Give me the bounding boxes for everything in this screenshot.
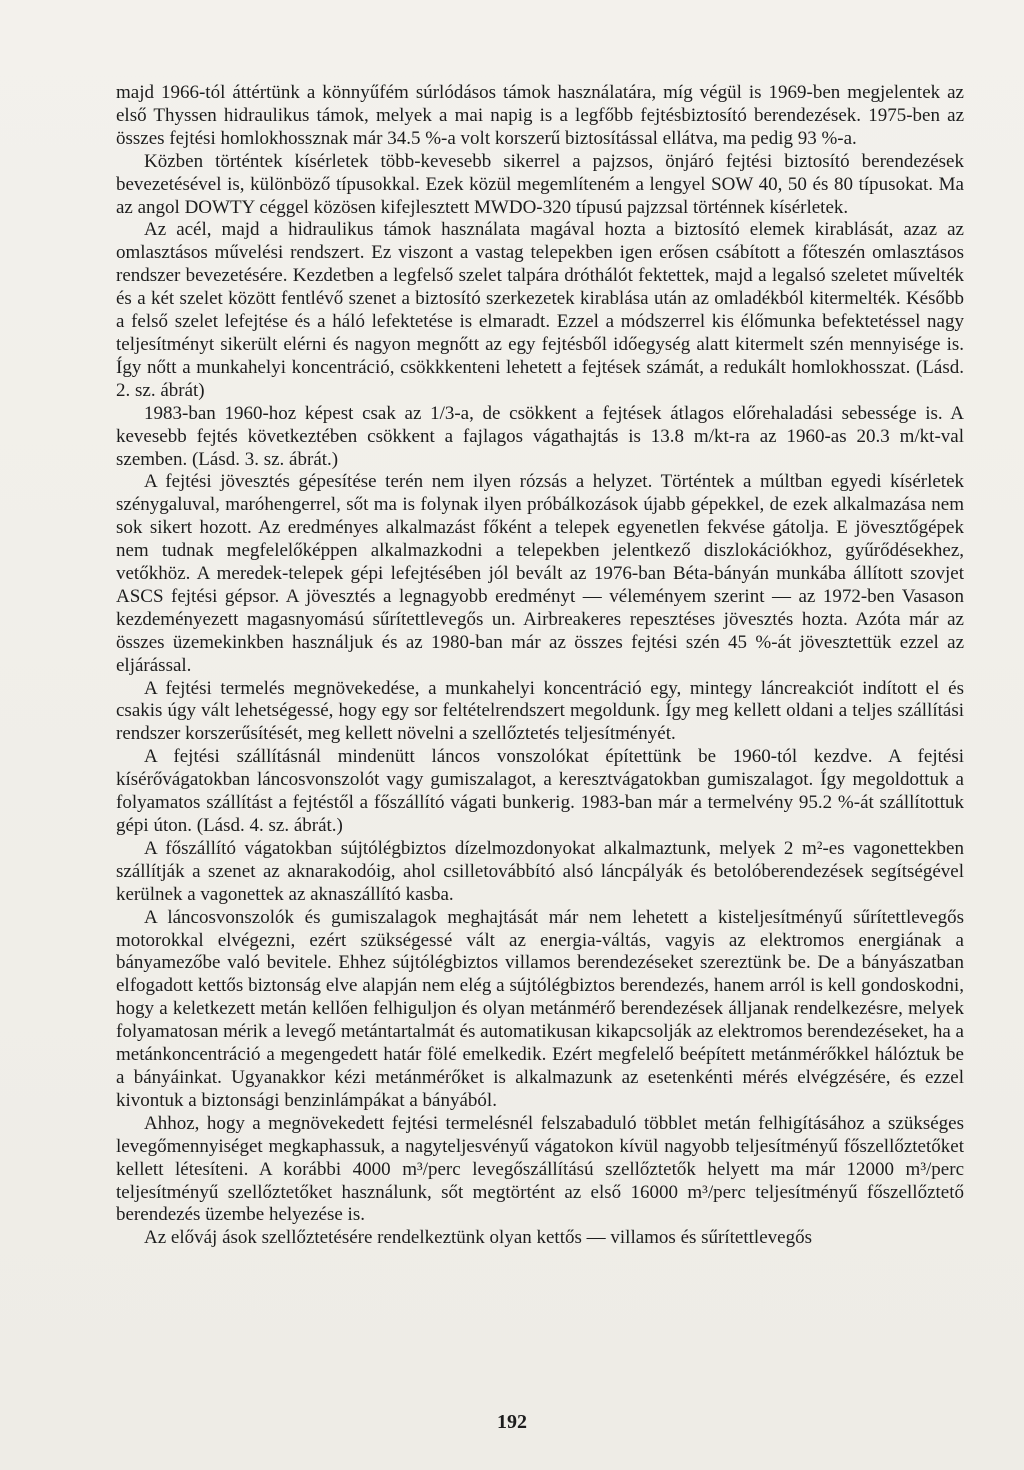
paragraph-10: Ahhoz, hogy a megnövekedett fejtési termelésnél felszabaduló többlet metán felhigításához a szükséges levegőmennyiséget megkaphassuk, a nagyteljesvényű vágatokon kívül nagyobb teljesítményű főszellőztetőket kellett létesíteni. A korábbi 4000 m³/perc levegőszállítású szellőztetők helyett ma már 12000 m³/perc teljesítményű szellőztetőket használunk, sőt megtörtént az első 16000 m³/perc teljesítményű főszellőztető berendezés üzembe helyezése is. [116, 1112, 964, 1226]
paragraph-2: Közben történtek kísérletek több-kevesebb sikerrel a pajzsos, önjáró fejtési biztosító berendezések bevezetésével is, különböző típusokkal. Ezek közül megemlíteném a lengyel SOW 40, 50 és 80 típusokat. Ma az angol DOWTY céggel közösen kifejlesztett MWDO-320 típusú pajzzsal történnek kísérletek. [116, 150, 964, 218]
paragraph-9: A láncosvonszolók és gumiszalagok meghajtását már nem lehetett a kisteljesítményű sűrítettlevegős motorokkal elvégezni, ezért szükségessé vált az energia-váltás, vagyis az elektromos energiának a bányamezőbe való bevitele. Ehhez sújtólégbiztos villamos berendezéseket szereztünk be. De a bányászatban elfogadott kettős biztonság elve alapján nem elég a sújtólégbiztos berendezés, hanem arról is kell gondoskodni, hogy a keletkezett metán kellően felhiguljon és olyan metánmérő berendezések álljanak rendelkezésre, melyek folyamatosan mérik a levegő metántartalmát és automatikusan kikapcsolják az elektromos berendezéseket, ha a metánkoncentráció a megengedett határ fölé emelkedik. Ezért megfelelő beépített metánmérőkkel hálóztuk be a bányáinkat. Ugyanakkor kézi metánmérőket is alkalmazunk az esetenkénti mérés elvégzésére, és ezzel kivontuk a biztonsági benzinlámpákat a bányából. [116, 906, 964, 1111]
paragraph-6: A fejtési termelés megnövekedése, a munkahelyi koncentráció egy, mintegy láncreakciót indított el és csakis úgy vált lehetségessé, hogy egy sor feltételrendszert megoldunk. Így meg kellett oldani a teljes szállítási rendszer korszerűsítését, meg kellett növelni a szellőztetés teljesítményét. [116, 677, 964, 745]
paragraph-3: Az acél, majd a hidraulikus támok használata magával hozta a biztosító elemek kirablását, azaz az omlasztásos művelési rendszert. Ez viszont a vastag telepekben igen erősen csábított a főteszén omlasztásos rendszer bevezetésére. Kezdetben a legfelső szelet talpára dróthálót fektettek, majd a legalsó szeletet művelték és a két szelet között fentlévő szenet a biztosító szerkezetek kirablása után az omladékból kitermelték. Később a felső szelet lefejtése és a háló lefektetése is elmaradt. Ezzel a módszerrel kis élőmunka befektetéssel nagy teljesítményt sikerült elérni és nagyon megnőtt az egy fejtésből időegység alatt kitermelt szén mennyisége is. Így nőtt a munkahelyi koncentráció, csökkkenteni lehetett a fejtések számát, a redukált homlokhosszat. (Lásd. 2. sz. ábrát) [116, 219, 964, 401]
paragraph-5: A fejtési jövesztés gépesítése terén nem ilyen rózsás a helyzet. Történtek a múltban egyedi kísérletek szénygaluval, maróhengerrel, sőt ma is folynak ilyen próbálkozások újabb gépekkel, de ezek alkalmazása nem sok sikert hozott. Az eredményes alkalmazást főként a telepek egyenetlen fekvése gátolja. E jövesztőgépek nem tudnak megfelelőképpen alkalmazkodni a telepekben jelentkező diszlokációkhoz, gyűrődésekhez, vetőkhöz. A meredek-telepek gépi lefejtésében jól bevált az 1976-ban Béta-bányán munkába állított szovjet ASCS fejtési gépsor. A jövesztés a legnagyobb eredményt — véleményem szerint — az 1972-ben Vasason kezdeményezett magasnyomású sűrítettlevegős un. Airbreakeres repesztéses jövesztés hozta. Azóta már az összes üzemekinkben használjuk és az 1980-ban már az összes fejtési szén 45 %-át jövesztettük ezzel az eljárással. [116, 471, 964, 676]
page-number: 192 [497, 1411, 527, 1433]
paragraph-11: Az előváj ások szellőztetésére rendelkeztünk olyan kettős — villamos és sűrítettlevegős [144, 1227, 812, 1249]
body-text [116, 82, 964, 1250]
paragraph-4: 1983-ban 1960-hoz képest csak az 1/3-a, de csökkent a fejtések átlagos előrehaladási sebessége is. A kevesebb fejtés következtében csökkent a fajlagos vágathajtás is 13.8 m/kt-ra az 1960-as 20.3 m/kt-val szemben. (Lásd. 3. sz. ábrát.) [116, 402, 964, 470]
paragraph-1: majd 1966-tól áttértünk a könnyűfém súrlódásos támok használatára, míg végül is 1969-ben megjelentek az első Thyssen hidraulikus támok, melyek a mai napig is a legfőbb fejtésbiztosító berendezések. 1975-ben az összes fejtési homlokhossznak már 34.5 %-a volt korszerű biztosítással ellátva, ma pedig 93 %-a. [116, 82, 964, 149]
paragraph-7: A fejtési szállításnál mindenütt láncos vonszolókat építettünk be 1960-tól kezdve. A fejtési kísérővágatokban láncosvonszolót vagy gumiszalagot, a keresztvágatokban gumiszalagot. Így megoldottuk a folyamatos szállítást a fejtéstől a főszállító vágati bunkerig. 1983-ban már a termelvény 95.2 %-át szállítottuk gépi úton. (Lásd. 4. sz. ábrát.) [116, 746, 964, 836]
paragraph-8: A főszállító vágatokban sújtólégbiztos dízelmozdonyokat alkalmaztunk, melyek 2 m²-es vagonettekben szállítják a szenet az aknarakodóig, ahol csilletovábbító alsó láncpályák és betolóberendezések segítségével kerülnek a vagonettek az aknaszállító kasba. [116, 837, 964, 905]
